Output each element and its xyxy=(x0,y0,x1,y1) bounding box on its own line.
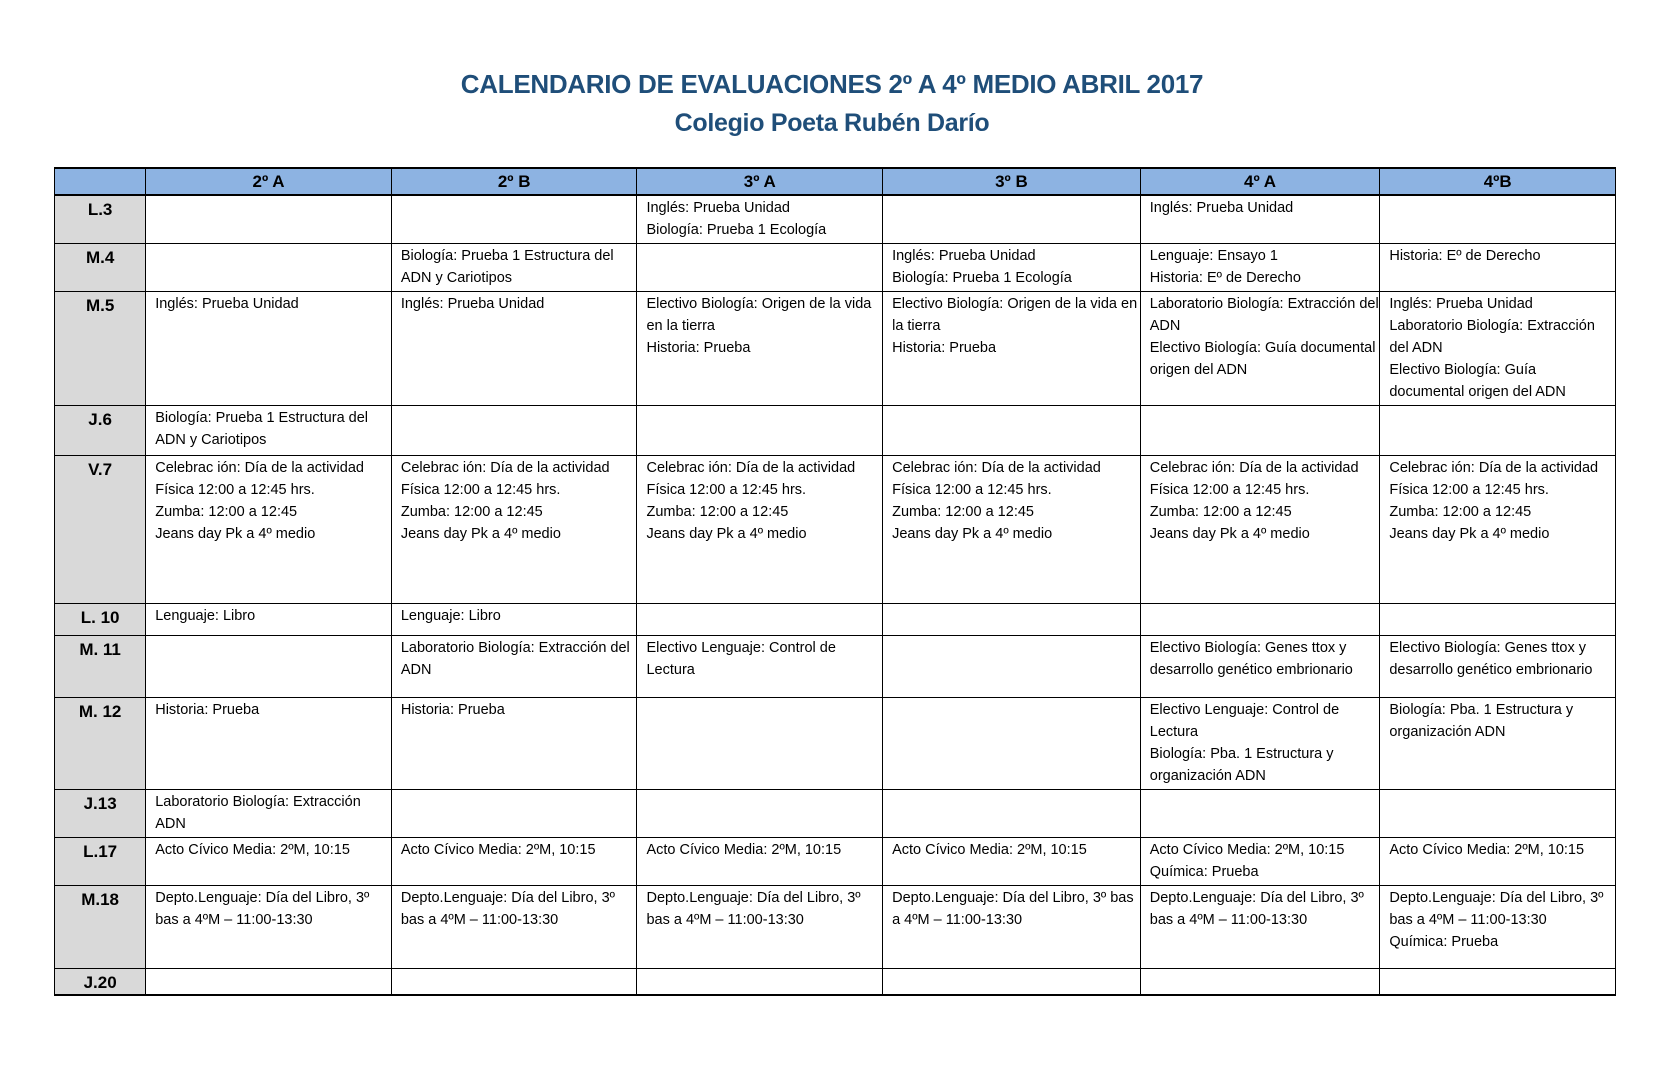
calendar-cell xyxy=(146,838,392,886)
calendar-cell xyxy=(1380,244,1616,292)
calendar-cell xyxy=(883,604,1141,636)
evaluation-entry: Celebrac ión: Día de la actividad Física 12:00 a 12:45 hrs. xyxy=(646,460,856,498)
calendar-cell xyxy=(146,244,392,292)
column-header-2b: 2º B xyxy=(391,168,637,195)
day-label: J.20 xyxy=(55,969,146,995)
day-label: L. 10 xyxy=(55,604,146,636)
calendar-cell xyxy=(1380,698,1616,790)
evaluation-entry: Celebrac ión: Día de la actividad Física 12:00 a 12:45 hrs. xyxy=(1389,460,1599,498)
calendar-cell xyxy=(146,406,392,456)
evaluation-entry: Biología: Prueba 1 Estructura del ADN y Cariotipos xyxy=(155,410,369,448)
calendar-cell xyxy=(1140,604,1380,636)
evaluation-entry: Biología: Pba. 1 Estructura y organización ADN xyxy=(1389,702,1574,740)
calendar-cell xyxy=(883,838,1141,886)
calendar-cell xyxy=(883,292,1141,406)
evaluation-entry: Depto.Lenguaje: Día del Libro, 3º bas a 4ºM – 11:00-13:30 xyxy=(892,890,1134,928)
evaluation-entry: Jeans day Pk a 4º medio xyxy=(1149,526,1310,542)
calendar-cell xyxy=(883,406,1141,456)
calendar-cell xyxy=(1140,292,1380,406)
evaluation-entry: Acto Cívico Media: 2ºM, 10:15 xyxy=(1149,842,1345,858)
evaluation-entry: Jeans day Pk a 4º medio xyxy=(155,526,316,542)
calendar-cell xyxy=(1140,886,1380,969)
day-label: M.4 xyxy=(55,244,146,292)
calendar-cell xyxy=(1140,195,1380,244)
calendar-cell xyxy=(1140,456,1380,604)
calendar-cell xyxy=(1140,406,1380,456)
calendar-cell xyxy=(1380,886,1616,969)
evaluation-entry: Inglés: Prueba Unidad xyxy=(646,200,790,216)
calendar-cell xyxy=(637,604,883,636)
calendar-cell xyxy=(883,886,1141,969)
calendar-cell xyxy=(146,195,392,244)
calendar-cell xyxy=(1380,790,1616,838)
evaluation-entry: Biología: Prueba 1 Ecología xyxy=(892,270,1072,286)
calendar-row xyxy=(55,969,1616,995)
calendar-cell xyxy=(1380,604,1616,636)
calendar-cell xyxy=(391,406,637,456)
evaluation-entry: Electivo Biología: Guía documental origen del ADN xyxy=(1389,362,1566,400)
evaluation-entry: Jeans day Pk a 4º medio xyxy=(1389,526,1550,542)
calendar-cell xyxy=(637,636,883,698)
evaluation-entry: Jeans day Pk a 4º medio xyxy=(646,526,807,542)
evaluation-entry: Inglés: Prueba Unidad xyxy=(1149,200,1294,216)
evaluation-entry: Jeans day Pk a 4º medio xyxy=(400,526,561,542)
calendar-cell xyxy=(883,698,1141,790)
calendar-cell xyxy=(1380,838,1616,886)
evaluation-entry: Laboratorio Biología: Extracción del ADN xyxy=(1149,296,1379,334)
document-title: CALENDARIO DE EVALUACIONES 2º A 4º MEDIO ABRIL 2017 xyxy=(460,69,1204,99)
calendar-row xyxy=(55,636,1616,698)
calendar-cell xyxy=(637,698,883,790)
calendar-row xyxy=(55,456,1616,604)
calendar-cell xyxy=(146,886,392,969)
evaluation-entry: Electivo Biología: Origen de la vida en la tierra xyxy=(646,296,872,334)
calendar-cell xyxy=(391,838,637,886)
calendar-cell xyxy=(637,406,883,456)
evaluation-entry: Historia: Prueba xyxy=(155,702,260,718)
evaluation-entry: Química: Prueba xyxy=(1149,864,1259,880)
calendar-cell xyxy=(637,456,883,604)
calendar-cell xyxy=(391,456,637,604)
evaluation-entry: Acto Cívico Media: 2ºM, 10:15 xyxy=(646,842,842,858)
document-header xyxy=(0,64,1664,142)
evaluation-entry: Electivo Lenguaje: Control de Lectura xyxy=(646,640,836,678)
calendar-cell xyxy=(391,886,637,969)
evaluation-entry: Lenguaje: Ensayo 1 xyxy=(1149,248,1278,264)
calendar-row xyxy=(55,886,1616,969)
evaluation-entry: Química: Prueba xyxy=(1389,934,1499,950)
calendar-cell xyxy=(637,292,883,406)
evaluation-entry: Acto Cívico Media: 2ºM, 10:15 xyxy=(400,842,596,858)
calendar-cell xyxy=(146,636,392,698)
evaluation-entry: Biología: Prueba 1 Estructura del ADN y Cariotipos xyxy=(400,248,614,286)
evaluation-entry: Acto Cívico Media: 2ºM, 10:15 xyxy=(1389,842,1585,858)
evaluation-entry: Acto Cívico Media: 2ºM, 10:15 xyxy=(892,842,1087,858)
evaluation-entry: Historia: Prueba xyxy=(646,340,751,356)
calendar-row xyxy=(55,790,1616,838)
evaluation-calendar-table xyxy=(54,167,1616,996)
header-row xyxy=(55,168,1616,195)
calendar-cell xyxy=(146,292,392,406)
evaluation-entry: Celebrac ión: Día de la actividad Física 12:00 a 12:45 hrs. xyxy=(400,460,610,498)
evaluation-entry: Jeans day Pk a 4º medio xyxy=(892,526,1053,542)
evaluation-entry: Electivo Biología: Origen de la vida en la tierra xyxy=(892,296,1138,334)
calendar-cell xyxy=(883,456,1141,604)
calendar-cell xyxy=(146,698,392,790)
calendar-cell xyxy=(637,244,883,292)
calendar-cell xyxy=(391,244,637,292)
calendar-cell xyxy=(1140,636,1380,698)
evaluation-entry: Depto.Lenguaje: Día del Libro, 3º bas a 4ºM – 11:00-13:30 xyxy=(646,890,861,928)
evaluation-entry: Lenguaje: Libro xyxy=(400,608,501,624)
calendar-row xyxy=(55,195,1616,244)
calendar-cell xyxy=(1380,456,1616,604)
column-header-3b: 3º B xyxy=(883,168,1141,195)
calendar-cell xyxy=(391,195,637,244)
evaluation-entry: Celebrac ión: Día de la actividad Física 12:00 a 12:45 hrs. xyxy=(155,460,364,498)
day-label: M.18 xyxy=(55,886,146,969)
calendar-row xyxy=(55,838,1616,886)
calendar-cell xyxy=(883,244,1141,292)
evaluation-entry: Laboratorio Biología: Extracción del ADN xyxy=(1389,318,1595,356)
column-header-4a: 4º A xyxy=(1140,168,1380,195)
day-label: J.6 xyxy=(55,406,146,456)
evaluation-entry: Inglés: Prueba Unidad xyxy=(155,296,299,312)
calendar-cell xyxy=(1380,636,1616,698)
calendar-cell xyxy=(1380,195,1616,244)
calendar-cell xyxy=(391,698,637,790)
calendar-cell xyxy=(391,790,637,838)
day-label: L.17 xyxy=(55,838,146,886)
calendar-cell xyxy=(1380,292,1616,406)
evaluation-entry: Laboratorio Biología: Extracción ADN xyxy=(155,794,361,832)
evaluation-entry: Laboratorio Biología: Extracción del ADN xyxy=(400,640,630,678)
calendar-cell xyxy=(146,456,392,604)
calendar-cell xyxy=(391,969,637,995)
calendar-cell xyxy=(637,969,883,995)
column-header-3a: 3º A xyxy=(637,168,883,195)
calendar-cell xyxy=(391,636,637,698)
evaluation-entry: Zumba: 12:00 a 12:45 xyxy=(400,504,543,520)
evaluation-entry: Biología: Prueba 1 Ecología xyxy=(646,222,827,238)
calendar-cell xyxy=(637,195,883,244)
calendar-row xyxy=(55,406,1616,456)
calendar-cell xyxy=(637,838,883,886)
evaluation-entry: Zumba: 12:00 a 12:45 xyxy=(155,504,298,520)
day-label: J.13 xyxy=(55,790,146,838)
calendar-cell xyxy=(1140,969,1380,995)
calendar-cell xyxy=(146,790,392,838)
evaluation-entry: Zumba: 12:00 a 12:45 xyxy=(646,504,789,520)
calendar-cell xyxy=(1140,838,1380,886)
evaluation-entry: Historia: Prueba xyxy=(892,340,997,356)
evaluation-entry: Historia: Prueba xyxy=(400,702,505,718)
calendar-cell xyxy=(1380,406,1616,456)
day-label: V.7 xyxy=(55,456,146,604)
evaluation-entry: Lenguaje: Libro xyxy=(155,608,256,624)
calendar-cell xyxy=(1140,244,1380,292)
calendar-row xyxy=(55,292,1616,406)
column-header-2a: 2º A xyxy=(146,168,392,195)
evaluation-entry: Zumba: 12:00 a 12:45 xyxy=(1149,504,1292,520)
evaluation-entry: Depto.Lenguaje: Día del Libro, 3º bas a 4ºM – 11:00-13:30 xyxy=(400,890,615,928)
calendar-cell xyxy=(637,790,883,838)
evaluation-entry: Electivo Biología: Guía documental origen del ADN xyxy=(1149,340,1376,378)
calendar-cell xyxy=(883,969,1141,995)
evaluation-entry: Inglés: Prueba Unidad xyxy=(400,296,545,312)
evaluation-entry: Biología: Pba. 1 Estructura y organización ADN xyxy=(1149,746,1334,784)
day-column-header xyxy=(55,168,146,195)
calendar-cell xyxy=(883,636,1141,698)
calendar-row xyxy=(55,698,1616,790)
calendar-cell xyxy=(637,886,883,969)
calendar-row xyxy=(55,244,1616,292)
evaluation-entry: Historia: Eº de Derecho xyxy=(1149,270,1301,286)
calendar-cell xyxy=(146,969,392,995)
school-name: Colegio Poeta Rubén Darío xyxy=(674,109,990,137)
evaluation-entry: Electivo Lenguaje: Control de Lectura xyxy=(1149,702,1340,740)
evaluation-entry: Zumba: 12:00 a 12:45 xyxy=(1389,504,1532,520)
evaluation-entry: Electivo Biología: Genes ttox y desarrollo genético embrionario xyxy=(1149,640,1353,678)
calendar-cell xyxy=(146,604,392,636)
evaluation-entry: Depto.Lenguaje: Día del Libro, 3º bas a 4ºM – 11:00-13:30 xyxy=(1389,890,1604,928)
calendar-cell xyxy=(1140,698,1380,790)
evaluation-entry: Acto Cívico Media: 2ºM, 10:15 xyxy=(155,842,350,858)
calendar-row xyxy=(55,604,1616,636)
day-label: M. 12 xyxy=(55,698,146,790)
day-label: M.5 xyxy=(55,292,146,406)
evaluation-entry: Depto.Lenguaje: Día del Libro, 3º bas a 4ºM – 11:00-13:30 xyxy=(155,890,370,928)
calendar-cell xyxy=(391,292,637,406)
evaluation-entry: Inglés: Prueba Unidad xyxy=(1389,296,1533,312)
calendar-cell xyxy=(883,790,1141,838)
day-label: L.3 xyxy=(55,195,146,244)
evaluation-entry: Celebrac ión: Día de la actividad Física 12:00 a 12:45 hrs. xyxy=(892,460,1101,498)
calendar-cell xyxy=(883,195,1141,244)
evaluation-entry: Inglés: Prueba Unidad xyxy=(892,248,1036,264)
evaluation-entry: Celebrac ión: Día de la actividad Física 12:00 a 12:45 hrs. xyxy=(1149,460,1359,498)
calendar-body xyxy=(55,195,1616,995)
calendar-cell xyxy=(391,604,637,636)
day-label: M. 11 xyxy=(55,636,146,698)
calendar-cell xyxy=(1380,969,1616,995)
column-header-4b: 4ºB xyxy=(1380,168,1616,195)
evaluation-entry: Historia: Eº de Derecho xyxy=(1389,248,1541,264)
calendar-cell xyxy=(1140,790,1380,838)
evaluation-entry: Depto.Lenguaje: Día del Libro, 3º bas a 4ºM – 11:00-13:30 xyxy=(1149,890,1364,928)
evaluation-entry: Electivo Biología: Genes ttox y desarrollo genético embrionario xyxy=(1389,640,1593,678)
evaluation-entry: Zumba: 12:00 a 12:45 xyxy=(892,504,1034,520)
